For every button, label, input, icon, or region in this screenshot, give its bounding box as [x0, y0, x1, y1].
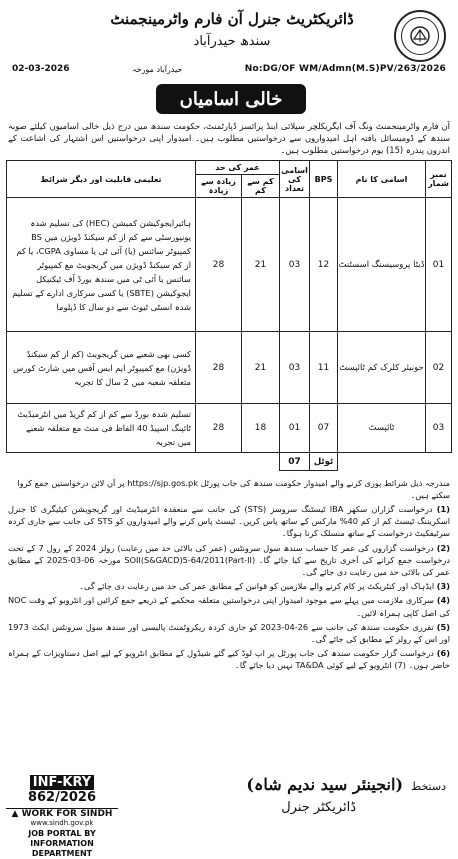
cell-max-age: 28 [196, 404, 242, 453]
cell-max-age: 28 [196, 198, 242, 332]
instructions-intro [6, 477, 452, 501]
inf-code [6, 775, 118, 805]
total-spacer [7, 453, 196, 471]
total-label: ٹوٹل [310, 453, 338, 471]
header-bps: BPS [310, 161, 338, 198]
item-text: تقرری حکومت سندھ کی جانب سے 26-04-2023 کو جاری کردہ ریکروٹمنٹ پالیسی اور سندھ سول سرونٹس ایکٹ 1973 اور اس کے رولز کے مطابق کی جائے گی۔ [8, 621, 450, 645]
cell-count: 03 [280, 198, 310, 332]
cell-serial: 02 [426, 332, 452, 404]
signature-row [146, 775, 446, 794]
vacancies-table [6, 160, 452, 471]
header-age-min: کم سے کم [242, 175, 280, 198]
total-spacer [242, 453, 280, 471]
cell-qualification: تسلیم شدہ بورڈ سے کم از کم گریڈ میں انٹرمیڈیٹ ٹائپنگ اسپیڈ 40 الفاظ فی منٹ مع متعلقہ شعبے میں تجربہ [7, 404, 196, 453]
instructions-intro-text-end: پر آن لائن درخواستیں جمع کروا سکتے ہیں۔ [17, 478, 450, 500]
item-number: (3) [436, 581, 450, 592]
reference-number: No:DG/OF WM/Admn(M.S)PV/263/2026 [244, 64, 446, 74]
sindh-government-logo [394, 10, 446, 62]
list-item [8, 621, 450, 645]
table-row [7, 404, 452, 453]
inf-label: INF-KRY [30, 775, 94, 790]
work-for-sindh-text: WORK FOR SINDH [21, 809, 113, 819]
cell-min-age: 18 [242, 404, 280, 453]
date-label: حیدرآباد مورخہ [132, 64, 183, 74]
cell-max-age: 28 [196, 332, 242, 404]
total-spacer [426, 453, 452, 471]
cell-min-age: 21 [242, 198, 280, 332]
cell-min-age: 21 [242, 332, 280, 404]
work-for-sindh-logo [6, 808, 118, 819]
cell-bps: 12 [310, 198, 338, 332]
organization-title: ڈائریکٹریٹ جنرل آن فارم واٹرمینجمنٹ [110, 10, 354, 28]
cell-count: 03 [280, 332, 310, 404]
cell-bps: 11 [310, 332, 338, 404]
item-text: درخواست گزاروں کی عمر کا حساب سندھ سول سرونٹس (عمر کی بالائی حد میں رعایت) رولز 2024 کے رول 7 کے تحت درخواست جمع کرانے کی آخری تاریخ سے کیا جائے گا۔ SOII(S&GACD)5-64/2011(Part-II) مورخہ 06-03-2025 کے مطابق عمر کی بالائی حد میں رعایت دی جائے گی۔ [8, 542, 450, 578]
signature-block [146, 775, 446, 815]
table-row [7, 332, 452, 404]
vacancies-banner: خالی اسامیاں [156, 84, 306, 114]
item-text: درخواست گزاران سکھر IBA ٹیسٹنگ سروسز (STS) کی جانب سے منعقدہ انٹرمیڈیٹ اور گریجویشن کیٹیگری کا جنرل اسکریننگ ٹیسٹ کم از کم 40% مارکس کے ساتھ پاس کریں۔ ٹیسٹ پاس کرنے والے امیدواروں کو STS کی جانب سے جاری کردہ سرٹیفکیٹ درخواست کے ساتھ منسلک کرنا ہوگا۔ [8, 504, 450, 539]
cell-post: ٹائپسٹ [338, 404, 426, 453]
header-age-limit: عمر کی حد [196, 161, 280, 175]
item-number: (6) [436, 648, 450, 659]
cell-post: ڈیٹا پروسیسنگ اسسٹنٹ [338, 198, 426, 332]
signature-label: دستخط [411, 780, 446, 793]
cell-serial: 03 [426, 404, 452, 453]
intro-paragraph: آن فارم واٹرمینجمنٹ ونگ آف ایگریکلچر سپلائی اینڈ پرائسز ڈپارٹمنٹ، حکومت سندھ میں درج ذیل خالی اسامیوں کیلئے صوبہ سندھ کے ڈومیسائل یافتہ اہل امیدواروں سے درخواستیں مطلوب ہیں۔ امیدوار اپنی درخواستیں اس اشتہار کی اشاعت کے اندرون پندرہ (15) یوم درخواستیں مطلوب ہیں۔ [8, 121, 450, 155]
total-count: 07 [280, 453, 310, 471]
banner-wrap [6, 84, 452, 114]
list-item [8, 503, 450, 540]
header-qualification: تعلیمی قابلیت اور دیگر شرائط [7, 161, 196, 198]
list-item [8, 542, 450, 579]
signatory-designation: ڈائریکٹر جنرل [281, 800, 356, 815]
cell-serial: 01 [426, 198, 452, 332]
total-spacer [196, 453, 242, 471]
organization-location: سندھ حیدرآباد [193, 34, 271, 49]
job-portal-link[interactable]: https://sjp.gos.pk [127, 478, 198, 488]
cell-count: 01 [280, 404, 310, 453]
item-text: سرکاری ملازمت میں پہلے سے موجود امیدوار اپنی درخواستیں متعلقہ محکمے کے ذریعے جمع کرائیں اور انٹرویو کے وقت NOC کی اصل کاپی ہمراہ لائیں۔ [8, 595, 450, 618]
list-item [8, 594, 450, 618]
cell-qualification: کسی بھی شعبے میں گریجویٹ (کم از کم سیکنڈ ڈویژن) مع کمپیوٹر ایم ایس آفس میں شارٹ کورس متعلقہ شعبہ میں 2 سال کا تجربہ [7, 332, 196, 404]
advert-date: 02-03-2026 [12, 64, 70, 74]
list-item [8, 580, 450, 592]
table-row [7, 198, 452, 332]
signatory-name: (انجینئر سید ندیم شاہ) [246, 775, 404, 794]
item-text: درخواست گزار حکومت سندھ کی جاب پورٹل پر اپ لوڈ کیے گئے شیڈول کے مطابق انٹرویو کے لیے اصل دستاویزات کے ہمراہ حاضر ہوں۔ (7) انٹرویو کے لیے کوئی TA&DA نہیں دیا جائے گا۔ [8, 648, 450, 671]
item-number: (1) [436, 504, 450, 514]
cell-qualification: ہائیرایجوکیشن کمیشن (HEC) کی تسلیم شدہ یونیورسٹی سے کم از کم سیکنڈ ڈویژن میں BS کمپیوٹر سائنس (یا) آئی ٹی یا مساوی CGPA، یا کم از کم سیکنڈ ڈویژن میں گریجویٹ مع کمپیوٹر سائنس یا آئی ٹی میں سندھ بورڈ آف ٹیکنیکل ایجوکیشن (SBTE) یا کسی سرکاری ادارے کے تسلیم شدہ انسٹی ٹیوٹ سے دو سال کا ڈپلوما [7, 198, 196, 332]
table-total-row [7, 453, 452, 471]
item-number: (4) [436, 595, 451, 606]
header-post-name: اسامی کا نام [338, 161, 426, 198]
job-portal-credit: JOB PORTAL BY INFORMATION DEPARTMENT [28, 829, 96, 858]
header-count: اسامی کی تعداد [280, 161, 310, 198]
logo-emblem-icon [401, 17, 439, 55]
website-text: www.sindh.gov.pk [30, 819, 94, 827]
header [6, 4, 452, 82]
sindh-map-icon: ▲ [11, 809, 19, 819]
inf-code-box [6, 775, 118, 859]
total-spacer [338, 453, 426, 471]
list-item [8, 647, 450, 671]
item-number: (2) [436, 542, 450, 553]
instructions-list [6, 503, 452, 672]
reference-line [12, 60, 446, 78]
header-serial: نمبر شمار [426, 161, 452, 198]
cell-bps: 07 [310, 404, 338, 453]
item-text: ایڈہاک اور کنٹریکٹ پر کام کرنے والے ملازمین کو قوانین کے مطابق عمر کی حد میں رعایت دی جائے گی۔ [79, 581, 435, 592]
inf-number: 862/2026 [27, 790, 97, 805]
header-age-max: زیادہ سے زیادہ [196, 175, 242, 198]
item-number: (5) [436, 621, 450, 632]
footer [6, 773, 452, 858]
cell-post: جونیئر کلرک کم ٹائپسٹ [338, 332, 426, 404]
instructions-intro-text: مندرجہ ذیل شرائط پوری کرنے والے امیدوار حکومت سندھ کی جاب پورٹل [200, 478, 450, 488]
